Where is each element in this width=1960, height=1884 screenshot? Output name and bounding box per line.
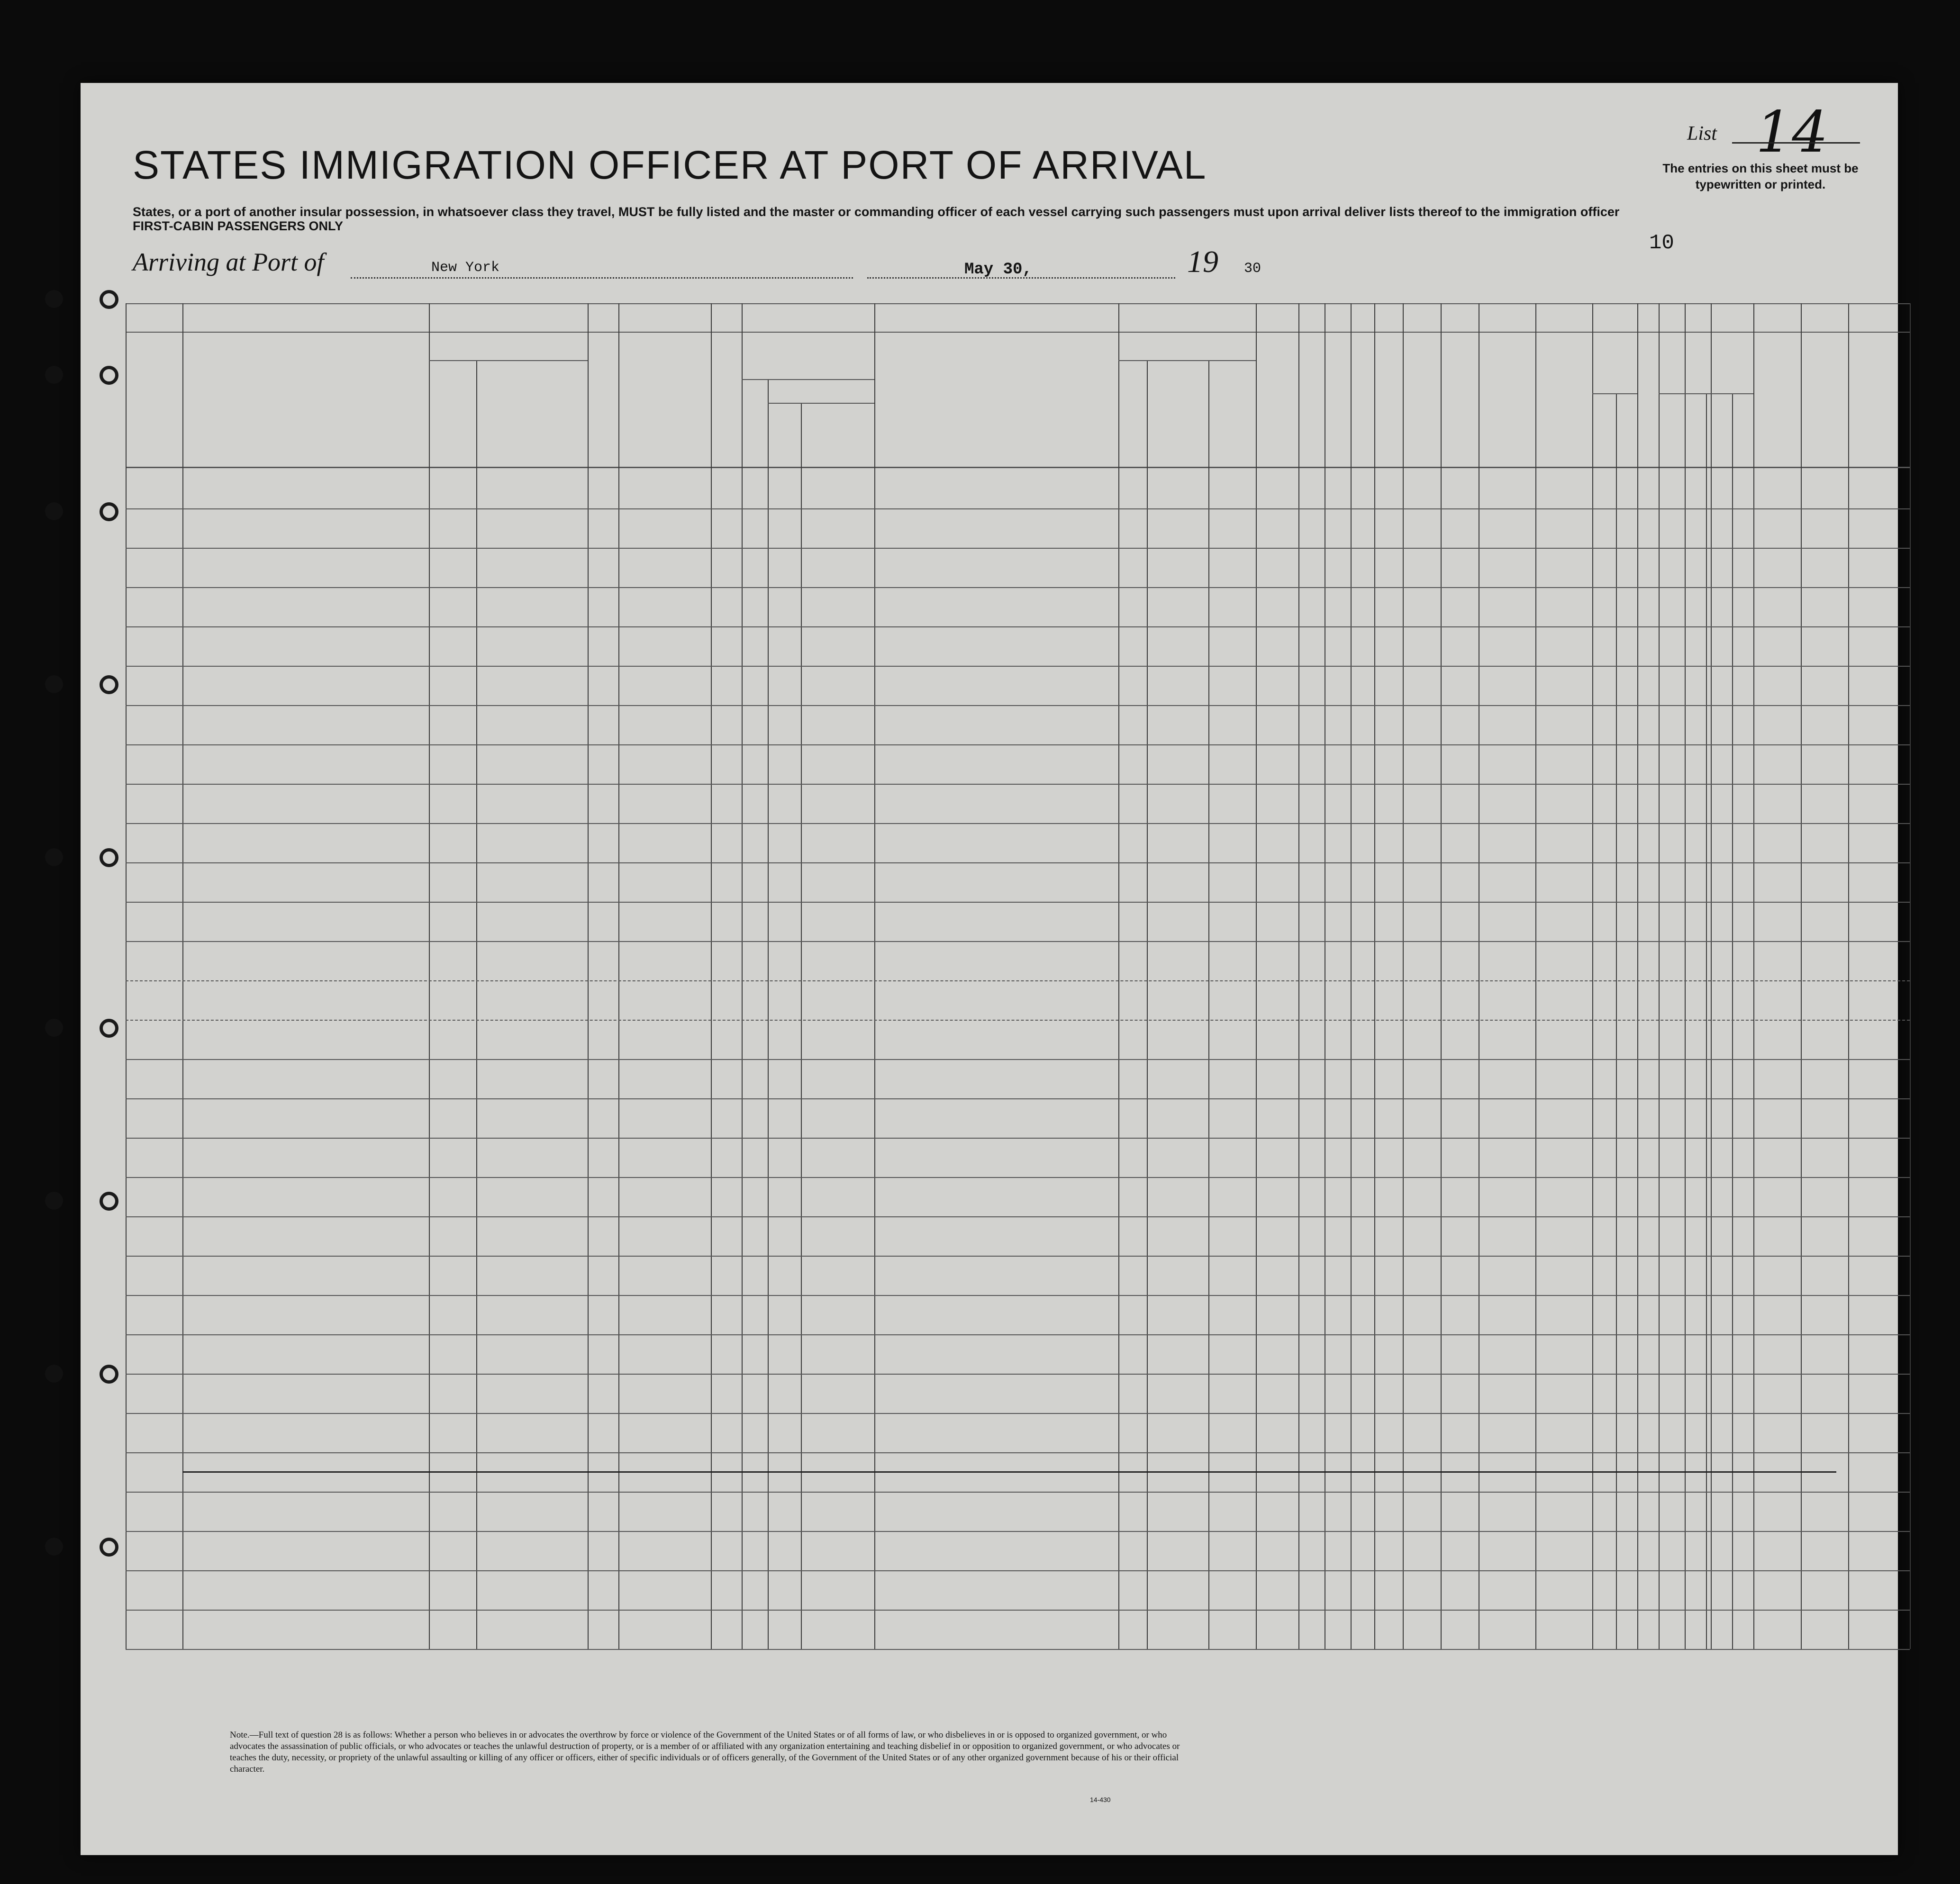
- column-rule: [1374, 303, 1375, 1649]
- row-rule: [126, 784, 1910, 785]
- binder-hole: [45, 675, 63, 693]
- column-rule: [1659, 303, 1660, 1649]
- column-rule: [588, 303, 589, 1649]
- row-rule: [126, 1649, 1910, 1650]
- column-rule: [1256, 303, 1257, 1649]
- row-rule: [126, 587, 1910, 588]
- header-sub-rule: [429, 360, 588, 361]
- row-rule: [126, 1020, 1910, 1021]
- binder-hole: [45, 502, 63, 520]
- row-rule: [126, 1334, 1910, 1335]
- column-rule: [801, 403, 802, 1649]
- column-rule: [1592, 303, 1593, 1649]
- column-rule: [1910, 303, 1911, 1649]
- row-rule: [126, 862, 1910, 863]
- list-label: List: [1687, 123, 1717, 145]
- list-number: 14: [1756, 100, 1828, 165]
- column-rule: [182, 303, 183, 1649]
- arrival-label: Arriving at Port of: [133, 248, 324, 276]
- column-rule: [126, 303, 127, 1649]
- row-rule: [126, 548, 1910, 549]
- binder-ring: [100, 848, 118, 867]
- column-rule: [711, 303, 712, 1649]
- row-rule: [126, 1610, 1910, 1611]
- row-rule: [126, 1570, 1910, 1571]
- row-rule: [126, 1492, 1910, 1493]
- column-rule: [1753, 303, 1754, 1649]
- binder-ring: [100, 1365, 118, 1384]
- manifest-sheet: [81, 83, 1898, 1855]
- list-underline: [1732, 142, 1860, 144]
- row-rule: [126, 1059, 1910, 1060]
- row-rule: [126, 941, 1910, 942]
- typewritten-instruction: The entries on this sheet must be typewritten or printed.: [1662, 161, 1859, 191]
- column-rule: [874, 303, 875, 1649]
- row-rule: [126, 508, 1910, 509]
- row-rule: [126, 902, 1910, 903]
- row-rule: [126, 1531, 1910, 1532]
- header-sub-rule: [742, 379, 874, 380]
- table-top-rule: [126, 303, 1910, 304]
- binder-ring: [100, 1192, 118, 1211]
- header-sub-rule: [1659, 393, 1753, 394]
- row-rule: [126, 1413, 1910, 1414]
- column-rule: [1732, 393, 1733, 1649]
- binder-hole: [45, 1019, 63, 1037]
- row-rule: [126, 1256, 1910, 1257]
- column-rule: [742, 303, 743, 1649]
- row-rule: [126, 1177, 1910, 1178]
- binder-ring: [100, 675, 118, 694]
- column-rule: [476, 360, 477, 1649]
- column-rule: [1403, 303, 1404, 1649]
- binder-ring: [100, 366, 118, 385]
- binder-hole: [45, 1365, 63, 1383]
- row-rule: [126, 1295, 1910, 1296]
- column-rule: [1706, 393, 1707, 1649]
- binder-ring: [100, 290, 118, 309]
- page-title: STATES IMMIGRATION OFFICER AT PORT OF ARRIVAL: [133, 143, 1207, 187]
- binder-ring: [100, 1538, 118, 1557]
- arrival-date: May 30,: [964, 261, 1032, 279]
- column-rule: [1118, 303, 1119, 1649]
- arrival-port-line: [351, 277, 853, 279]
- binder-ring: [100, 1019, 118, 1038]
- header-sub-rule: [1592, 393, 1637, 394]
- column-rule: [1298, 303, 1299, 1649]
- arrival-year-prefix: 19: [1187, 245, 1218, 279]
- column-rule: [1848, 303, 1849, 1649]
- row-rule: [126, 744, 1910, 745]
- binder-hole: [45, 848, 63, 866]
- row-rule: [126, 666, 1910, 667]
- footnote: Note.—Full text of question 28 is as follows: Whether a person who believes in or advocates the overthrow by force or violence of the Government of the United States or of all forms of law, or who disbelieves in or is opposed to organized government, or who advocates the assassination of public officials, or who advocates or teaches the unlawful destruction of property, or is a member of or affiliated with any organization entertaining and teaching disbelief in or opposition to organized government, or who advocates or teaches the duty, necessity, or propriety of the unlawful assaulting or killing of any officer or officers, either of specific individuals or of officers generally, of the Government of the United States or of any other organized government because of his or their official character.: [230, 1730, 1180, 1774]
- column-rule: [1637, 303, 1638, 1649]
- column-rule: [1208, 360, 1209, 1649]
- strikethrough-line: [182, 1471, 1836, 1473]
- arrival-year-suffix: 30: [1244, 261, 1261, 277]
- column-rule: [1351, 303, 1352, 1649]
- row-rule: [126, 626, 1910, 627]
- sheet-number: 10: [1649, 231, 1674, 255]
- column-rule: [1711, 303, 1712, 1649]
- row-rule: [126, 705, 1910, 706]
- column-number-rule: [126, 332, 1910, 333]
- binder-hole: [45, 366, 63, 384]
- arrival-port: New York: [431, 260, 500, 276]
- column-rule: [1801, 303, 1802, 1649]
- row-rule: [126, 823, 1910, 824]
- column-rule: [1616, 393, 1617, 1649]
- row-rule: [126, 1098, 1910, 1099]
- subtitle-instructions: States, or a port of another insular possession, in whatsoever class they travel, MUST be fully listed and the master or commanding officer of each vessel carrying such passengers must upon arrival deliver lists thereof to the immigration officer: [133, 205, 1620, 219]
- binder-hole: [45, 290, 63, 308]
- column-rule: [1147, 360, 1148, 1649]
- row-rule: [126, 1374, 1910, 1375]
- binder-hole: [45, 1538, 63, 1556]
- form-code: 14-430: [1090, 1796, 1111, 1803]
- header-bottom-rule: [126, 467, 1910, 468]
- column-rule: [1535, 303, 1536, 1649]
- column-rule: [429, 303, 430, 1649]
- binder-ring: [100, 502, 118, 521]
- binder-hole: [45, 1192, 63, 1210]
- column-rule: [618, 303, 619, 1649]
- row-rule: [126, 1452, 1910, 1453]
- row-rule: [126, 1216, 1910, 1217]
- header-sub-rule: [1118, 360, 1256, 361]
- row-rule: [126, 980, 1910, 981]
- header-sub-rule: [768, 403, 874, 404]
- subtitle-class: FIRST-CABIN PASSENGERS ONLY: [133, 219, 344, 233]
- arrival-date-line: [867, 277, 1175, 279]
- column-rule: [1441, 303, 1442, 1649]
- column-rule: [768, 379, 769, 1649]
- row-rule: [126, 1138, 1910, 1139]
- column-rule: [1685, 303, 1686, 1649]
